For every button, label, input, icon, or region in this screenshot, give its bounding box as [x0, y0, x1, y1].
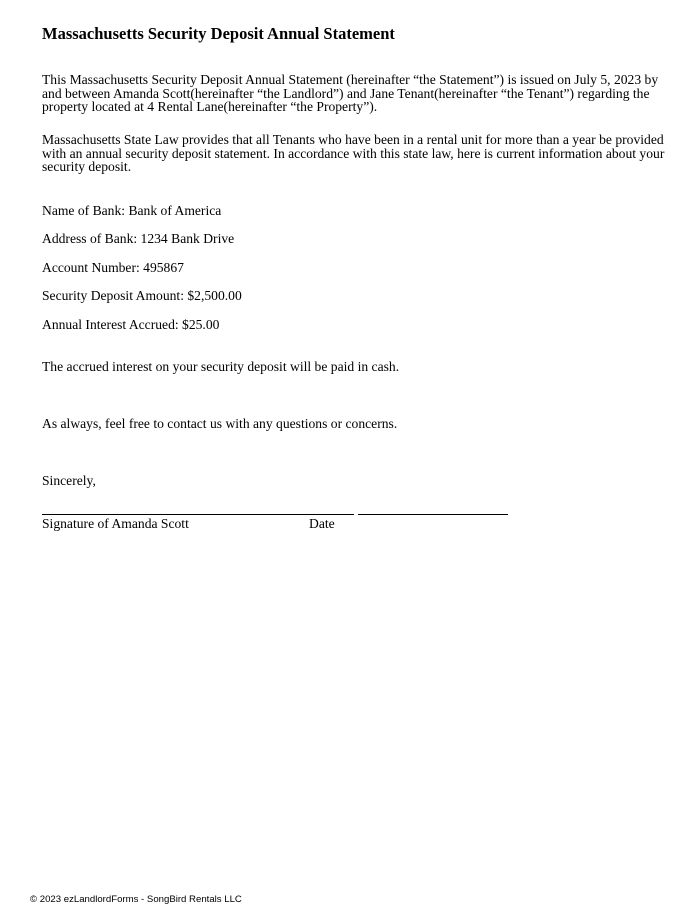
- interest-accrued-line: Annual Interest Accrued: $25.00: [42, 317, 220, 332]
- contact-note: As always, feel free to contact us with any questions or concerns.: [42, 416, 398, 431]
- copyright-footer: © 2023 ezLandlordForms - SongBird Rentals LLC: [30, 894, 242, 905]
- document-title: Massachusetts Security Deposit Annual Statement: [42, 24, 395, 43]
- date-caption: Date: [309, 516, 335, 531]
- date-line: [358, 514, 508, 515]
- signature-caption: Signature of Amanda Scott: [42, 516, 189, 531]
- state-law-paragraph: Massachusetts State Law provides that all Tenants who have been in a rental unit for more than a year be provided with an annual security deposit statement. In accordance with this state law, here is current information about your security deposit.: [42, 132, 665, 174]
- signature-line: [42, 514, 354, 515]
- account-number-line: Account Number: 495867: [42, 260, 184, 275]
- bank-address-line: Address of Bank: 1234 Bank Drive: [42, 231, 235, 246]
- deposit-amount-line: Security Deposit Amount: $2,500.00: [42, 288, 242, 303]
- closing-salutation: Sincerely,: [42, 473, 96, 488]
- intro-paragraph: This Massachusetts Security Deposit Annual Statement (hereinafter “the Statement”) is issued on July 5, 2023 by and between Amanda Scott(hereinafter “the Landlord”) and Jane Tenant(hereinafter “the Tenant”) regarding the property located at 4 Rental Lane(hereinafter “the Property”).: [42, 72, 659, 114]
- interest-payment-note: The accrued interest on your security deposit will be paid in cash.: [42, 359, 400, 374]
- bank-name-line: Name of Bank: Bank of America: [42, 203, 222, 218]
